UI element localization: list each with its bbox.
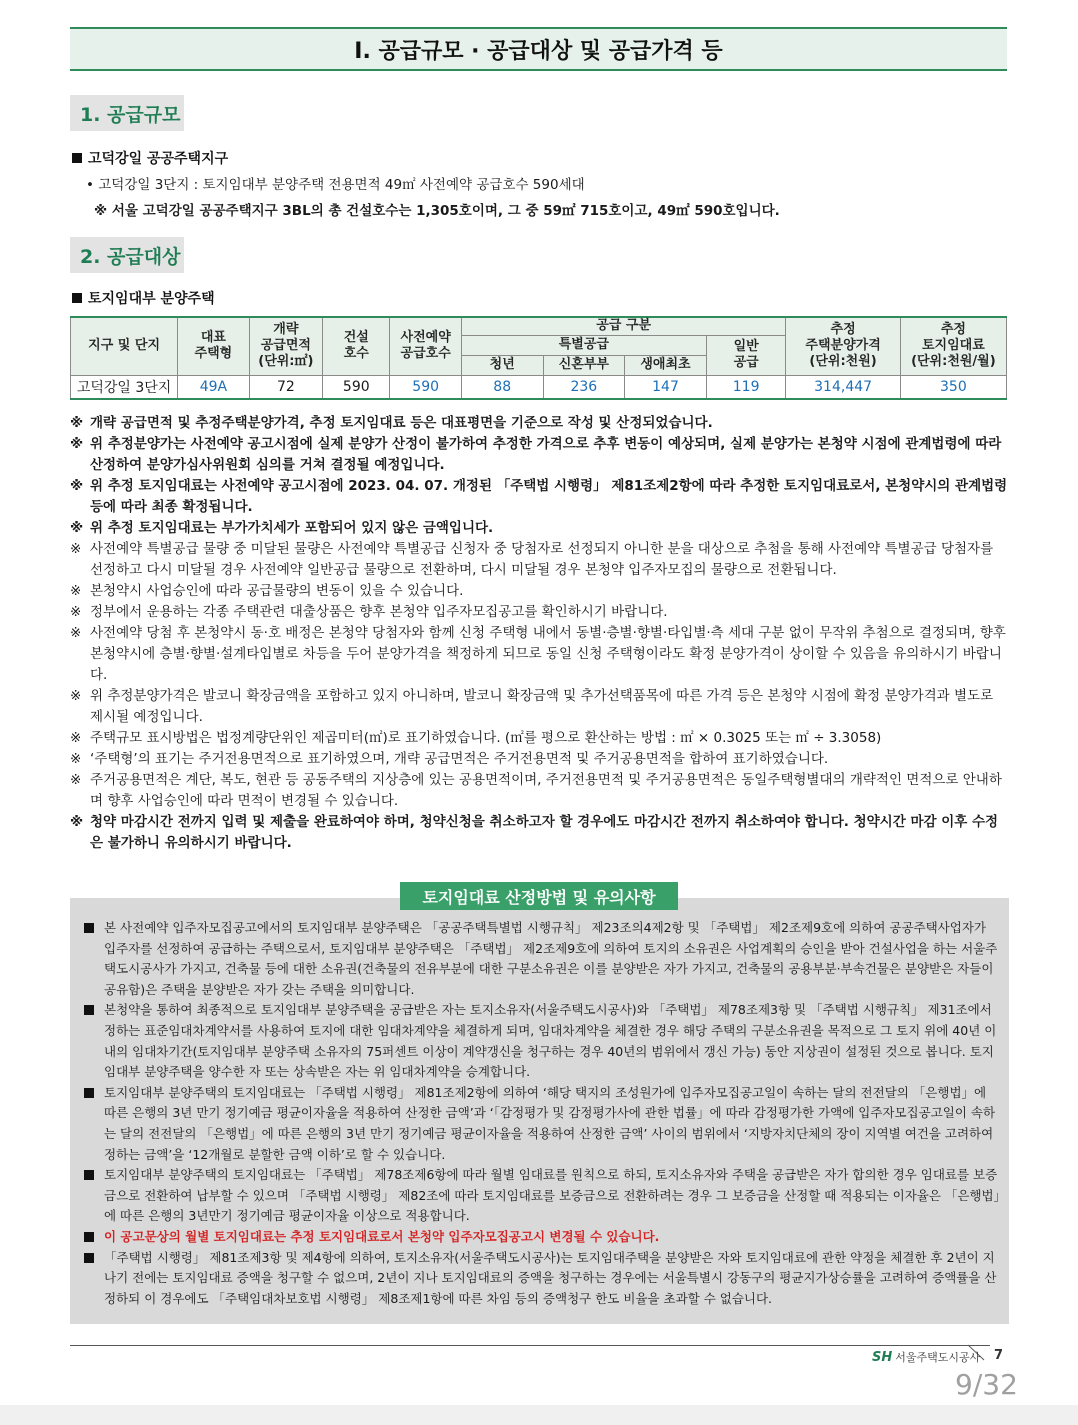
sub-heading-text: 토지임대부 분양주택 (88, 291, 215, 307)
rent-info-item (82, 1000, 1000, 1082)
note-item (70, 413, 1010, 434)
rent-info-text: 본청약을 통하여 최종적으로 토지임대부 분양주택을 공급받은 자는 토지소유자(서울주택도시공사)와 「주택법」 제78조제3항 및 「주택법 시행규칙」 제31조에서 정하는 표준임대차계약서를 사용하여 토지에 대한 임대차계약을 체결하게 되며, 임대차계약을 체결한 경우 해당 주택의 구분소유권을 목적으로 그 토지 위에 40년 이내의 임대차기간(토지임대부 분양주택 소유자의 75퍼센트 이상이 계약갱신을 청구하는 경우 40년의 범위에서 갱신 가능) 동안 지상권이 설정된 것으로 봅니다. 토지임대부 분양주택을 양수한 자 또는 상속받은 자는 위 임대차계약을 승계합니다. (104, 1002, 997, 1080)
square-bullet-icon (72, 153, 82, 163)
note-item (70, 434, 1010, 476)
note-text: 청약 마감시간 전까지 입력 및 제출을 완료하여야 하며, 청약신청을 취소하고자 할 경우에도 마감시간 전까지 취소하여야 합니다. 청약시간 마감 이후 수정은 불가하니 유의하시기 바랍니다. (90, 814, 999, 851)
note-mark: ※ (70, 604, 82, 620)
note-text: 위 추정 토지임대료는 부가가치세가 포함되어 있지 않은 금액입니다. (90, 520, 494, 536)
rent-info-text: 토지임대부 분양주택의 토지임대료는 「주택법 시행령」 제81조제2항에 의하여 ‘해당 택지의 조성원가에 입주자모집공고일이 속하는 달의 전전달의 「은행법」에 따른 은행의 3년 만기 정기예금 평균이자율을 적용하여 산정한 금액’과 ‘「감정평가 및 감정평가사에 관한 법률」에 따라 감정평가한 가액에 입주자모집공고일이 속하는 달의 전전달의 「은행법」에 따른 은행의 3년 만기 정기예금 평균이자율을 적용하여 산정한 금액’ 사이의 범위에서 ‘지방자치단체의 장이 지역별 여건을 고려하여 정하는 금액’을 ‘12개월로 분할한 금액 이하’로 할 수 있습니다. (104, 1084, 996, 1162)
square-bullet-icon (84, 1170, 94, 1180)
note-text: 위 추정 토지임대료는 사전예약 공고시점에 2023. 04. 07. 개정된 「주택법 시행령」 제81조제2항에 따라 추정한 토지임대료로서, 본청약시의 관계법령 등에 따라 최종 확정됩니다. (90, 478, 1008, 515)
sh-logo-text: 서울주택도시공사 (895, 1351, 981, 1364)
page-counter: 9/32 (955, 1368, 1018, 1401)
header-supply-category: 공급 구분 (461, 317, 786, 335)
cell-district: 고덕강일 3단지 (71, 375, 178, 399)
header-pre-reservation: 사전예약 공급호수 (390, 317, 461, 375)
sh-logo-mark: SH (872, 1349, 893, 1365)
note-item (70, 770, 1010, 812)
note-text: 정부에서 운용하는 각종 주택관련 대출상품은 향후 본청약 입주자모집공고를 확인하시기 바랍니다. (90, 604, 668, 620)
section-heading-text: 1. 공급규모 (80, 103, 181, 126)
rent-info-text: 토지임대부 분양주택의 토지임대료는 「주택법」 제78조제6항에 따라 월별 임대료를 원칙으로 하되, 토지소유자와 주택을 공급받은 자가 합의한 경우 임대료를 보증금으로 전환하여 납부할 수 있으며 「주택법 시행령」 제82조에 따라 토지임대료를 보증금으로 전환하려는 경우 그 보증금을 산정할 때 적용되는 이자율은 「은행법」에 따른 은행의 3년만기 정기예금 평균이자율 이상으로 적용합니다. (104, 1167, 1000, 1224)
note-text: 위 추정분양가격은 발코니 확장금액을 포함하고 있지 아니하며, 발코니 확장금액 및 추가선택품목에 따른 가격 등은 본청약 시점에 확정 분양가격과 별도로 제시될 예정입니다. (90, 688, 994, 725)
note-item (70, 539, 1010, 581)
note-mark: ※ (70, 478, 84, 494)
section-heading-supply-scale (70, 95, 184, 131)
note-mark: ※ (70, 541, 82, 557)
header-units: 건설 호수 (323, 317, 390, 375)
header-type: 대표 주택형 (178, 317, 249, 375)
square-bullet-icon (84, 1005, 94, 1015)
note-mark: ※ (70, 751, 82, 767)
note-text: 사전예약 당첨 후 본청약시 동·호 배정은 본청약 당첨자와 함께 신청 주택형 내에서 동별·층별·향별·타입별·측 세대 구분 없이 무작위 추첨으로 결정되며, 향후 본청약시에 층별·향별·설계타입별로 차등을 두어 분양가격을 책정하게 되므로 동일 신청 주택형이라도 확정 분양가격이 상이할 수 있음을 유의하시기 바랍니다. (90, 625, 1006, 683)
cell-estimated-rent: 350 (900, 375, 1006, 399)
note-mark: ※ (70, 436, 84, 452)
sub-heading-housing-type (72, 288, 215, 308)
header-district: 지구 및 단지 (71, 317, 178, 375)
sub-heading-text: 고덕강일 공공주택지구 (88, 151, 229, 167)
table-row (71, 375, 1007, 399)
page-title-text: Ⅰ. 공급규모 · 공급대상 및 공급가격 등 (354, 38, 723, 64)
rent-info-text: 이 공고문상의 월별 토지임대료는 추정 토지임대료로서 본청약 입주자모집공고시 변경될 수 있습니다. (104, 1228, 660, 1244)
rent-info-title (400, 882, 678, 910)
note-item (70, 476, 1010, 518)
note-mark: ※ (70, 415, 84, 431)
note-mark: ※ (70, 625, 82, 641)
supply-bullet: • 고덕강일 3단지 : 토지임대부 분양주택 전용면적 49㎡ 사전예약 공급호수 590세대 (86, 177, 585, 193)
square-bullet-icon (84, 1232, 94, 1242)
viewer-bottom-bar (0, 1405, 1078, 1425)
note-item (70, 602, 1010, 623)
cell-first-time: 147 (625, 375, 707, 399)
cell-estimated-price: 314,447 (786, 375, 900, 399)
rent-info-item (82, 1248, 1000, 1310)
cell-pre-reservation: 590 (390, 375, 461, 399)
header-special-supply: 특별공급 (461, 335, 706, 355)
note-mark: ※ (70, 583, 82, 599)
page-number: 7 (994, 1348, 1004, 1363)
header-newlywed: 신혼부부 (543, 355, 625, 375)
note-mark: ※ (70, 814, 84, 830)
footer-divider (70, 1345, 990, 1346)
header-estimated-rent: 추정 토지임대료 (단위:천원/월) (900, 317, 1006, 375)
note-mark: ※ (70, 730, 82, 746)
rent-info-item (82, 918, 1000, 1000)
note-text: 사전예약 특별공급 물량 중 미달된 물량은 사전예약 특별공급 신청자 중 당첨자로 선정되지 아니한 분을 대상으로 추첨을 통해 사전예약 특별공급 당첨자를 선정하고 다시 미달될 경우 사전예약 일반공급 물량으로 전환하며, 다시 미달될 경우 본청약 입주자모집의 물량으로 전환됩니다. (90, 541, 994, 578)
rent-info-item (82, 1165, 1000, 1227)
square-bullet-icon (84, 923, 94, 933)
notes-list (70, 413, 1010, 854)
section-heading-supply-target (70, 237, 184, 273)
square-bullet-icon (84, 1088, 94, 1098)
header-estimated-price: 추정 주택분양가격 (단위:천원) (786, 317, 900, 375)
header-youth: 청년 (461, 355, 543, 375)
note-mark: ※ (70, 520, 84, 536)
note-item (70, 518, 1010, 539)
rent-info-title-text: 토지임대료 산정방법 및 유의사항 (422, 887, 656, 907)
note-text: 주택규모 표시방법은 법정계량단위인 제곱미터(㎡)로 표기하였습니다. (㎡를 평으로 환산하는 방법 : ㎡ × 0.3025 또는 ㎡ ÷ 3.3058) (90, 730, 882, 746)
note-item (70, 812, 1010, 854)
cell-youth: 88 (461, 375, 543, 399)
note-item (70, 581, 1010, 602)
note-text: 주거공용면적은 계단, 복도, 현관 등 공동주택의 지상층에 있는 공용면적이며, 주거전용면적 및 주거공용면적은 동일주택형별대의 개략적인 면적으로 안내하며 향후 사업승인에 따라 면적이 변경될 수 있습니다. (90, 772, 1002, 809)
note-mark: ※ (70, 772, 82, 788)
header-first-time: 생애최초 (625, 355, 707, 375)
note-text: 본청약시 사업승인에 따라 공급물량의 변동이 있을 수 있습니다. (90, 583, 464, 599)
note-item (70, 728, 1010, 749)
rent-info-item (82, 1227, 1000, 1248)
cell-newlywed: 236 (543, 375, 625, 399)
page-title (70, 27, 1007, 71)
header-general-supply: 일반 공급 (706, 335, 786, 375)
note-item (70, 749, 1010, 770)
supply-table (70, 316, 1007, 400)
supply-total-note: ※ 서울 고덕강일 공공주택지구 3BL의 총 건설호수는 1,305호이며, 그 중 59㎡ 715호이고, 49㎡ 590호입니다. (94, 203, 780, 219)
note-item (70, 623, 1010, 686)
section-heading-text: 2. 공급대상 (80, 245, 181, 268)
rent-info-item (82, 1083, 1000, 1165)
square-bullet-icon (84, 1253, 94, 1263)
rent-info-text: 「주택법 시행령」 제81조제3항 및 제4항에 의하여, 토지소유자(서울주택도시공사)는 토지임대주택을 분양받은 자와 토지임대료에 관한 약정을 체결한 후 2년이 지나기 전에는 토지임대료 증액을 청구할 수 없으며, 2년이 지나 토지임대료의 증액을 청구하는 경우에는 서울특별시 강동구의 평균지가상승률을 고려하여 증액률을 산정하되 이 경우에도 「주택임대차보호법 시행령」 제8조제1항에 따른 차임 등의 증액청구 한도 비율을 초과할 수 없습니다. (104, 1249, 997, 1306)
note-text: ‘주택형’의 표기는 주거전용면적으로 표기하였으며, 개략 공급면적은 주거전용면적 및 주거공용면적을 합하여 표기하였습니다. (90, 751, 829, 767)
rent-info-text: 본 사전예약 입주자모집공고에서의 토지임대부 분양주택은 「공공주택특별법 시행규칙」 제23조의4제2항 및 「주택법」 제2조제9호에 의하여 공공주택사업자가 입주자를 선정하여 공급하는 주택으로서, 토지임대부 분양주택은 「주택법」 제2조제9호에 의하여 토지의 소유권은 사업계획의 승인을 받아 건설사업을 하는 서울주택도시공사가 가지고, 건축물 등에 대한 소유권(건축물의 전유부분에 대한 구분소유권은 이를 분양받은 자가 가지고, 건축물의 공용부분·부속건물은 분양받은 자들이 공유함)은 주택을 분양받은 자가 갖는 주택을 의미합니다. (104, 920, 998, 997)
header-area: 개략 공급면적 (단위:㎡) (249, 317, 322, 375)
cell-general: 119 (706, 375, 786, 399)
cell-units: 590 (323, 375, 390, 399)
cell-type: 49A (178, 375, 249, 399)
square-bullet-icon (72, 293, 82, 303)
cell-area: 72 (249, 375, 322, 399)
note-text: 위 추정분양가는 사전예약 공고시점에 실제 분양가 산정이 불가하여 추정한 가격으로 추후 변동이 예상되며, 실제 분양가는 본청약 시점에 관계법령에 따라 산정하여 분양가심사위원회 심의를 거쳐 결정될 예정입니다. (90, 436, 1002, 473)
sh-logo (872, 1349, 980, 1365)
sub-heading-district (72, 148, 228, 168)
rent-info-list (82, 918, 1000, 1309)
note-mark: ※ (70, 688, 82, 704)
note-text: 개략 공급면적 및 추정주택분양가격, 추정 토지임대료 등은 대표평면을 기준으로 작성 및 산정되었습니다. (90, 415, 713, 431)
note-item (70, 686, 1010, 728)
